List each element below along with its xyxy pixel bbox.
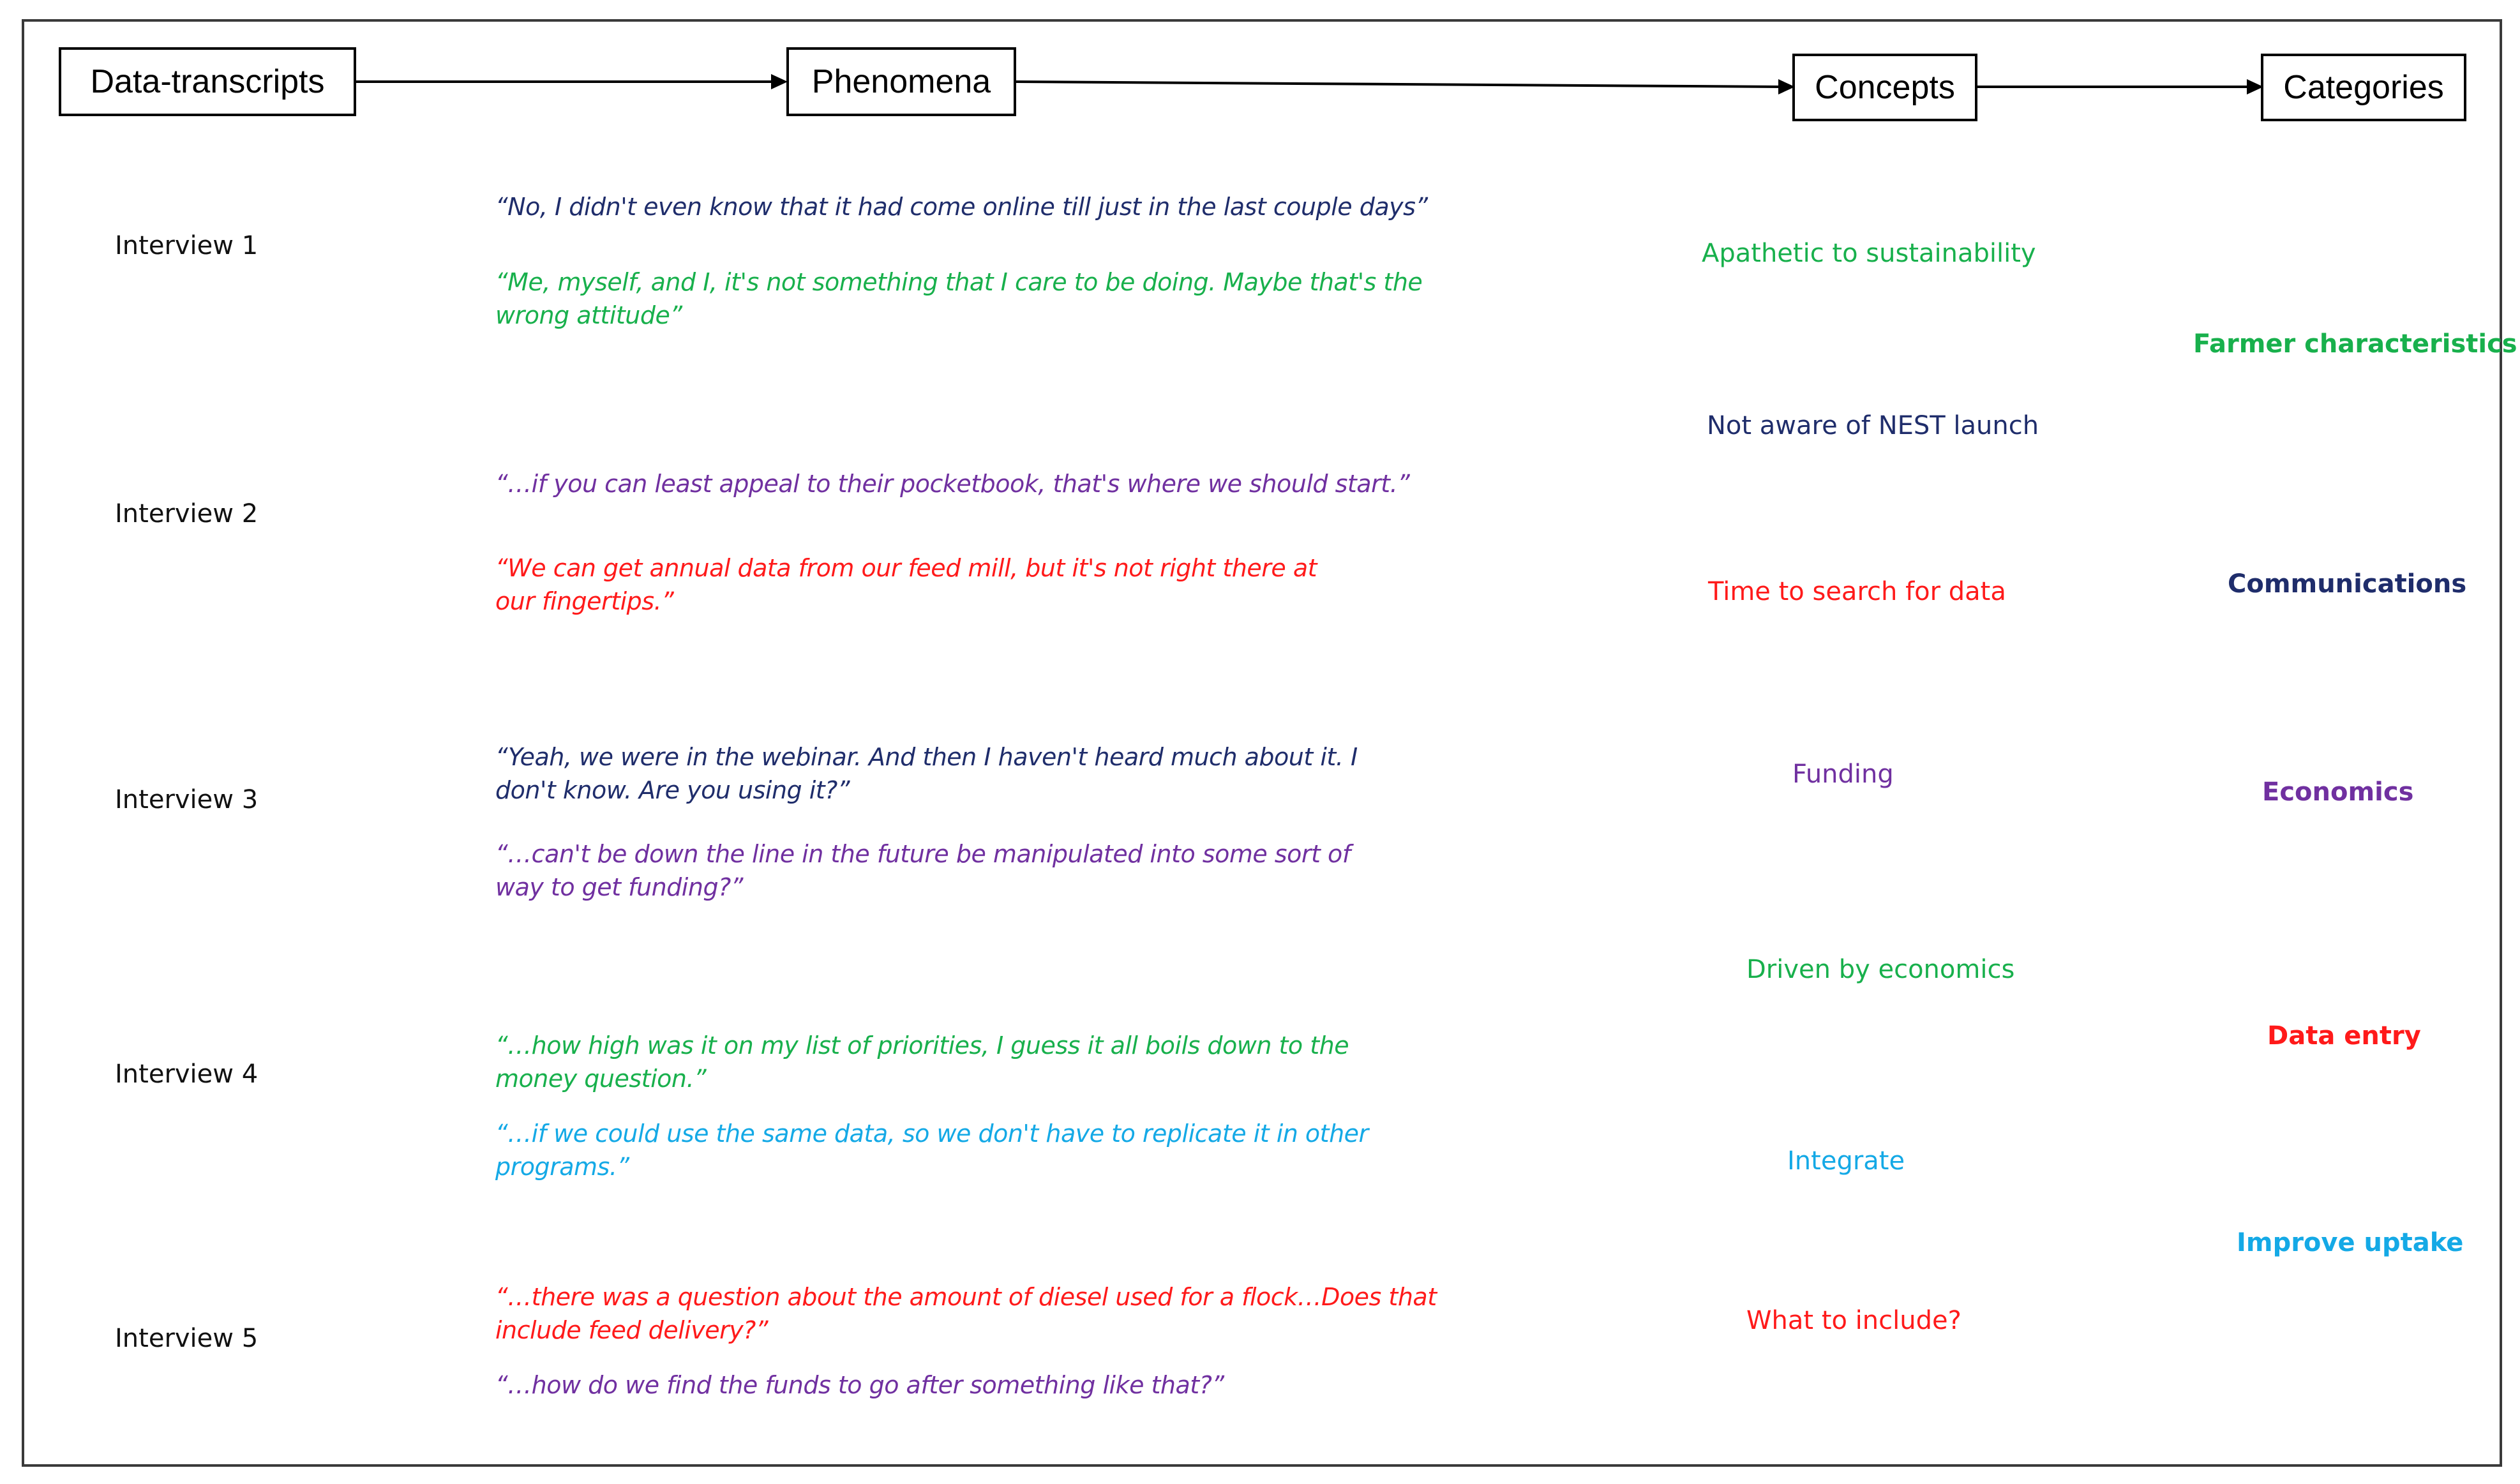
stage-concepts bbox=[1792, 54, 1977, 121]
quote: “Me, myself, and I, it's not something that I care to be doing. Maybe that's the wrong attitude” bbox=[495, 268, 1423, 329]
concept: Funding bbox=[1792, 760, 1894, 789]
interview-label: Interview 3 bbox=[115, 785, 259, 814]
quote: “…if you can least appeal to their pocketbook, that's where we should start.” bbox=[495, 470, 1410, 498]
concept: Integrate bbox=[1787, 1146, 1905, 1176]
concept: What to include? bbox=[1746, 1306, 1961, 1335]
concept: Apathetic to sustainability bbox=[1702, 239, 2036, 268]
stage-label: Data-transcripts bbox=[90, 63, 325, 100]
stage-data-transcripts bbox=[59, 47, 356, 116]
concept: Not aware of NEST launch bbox=[1707, 411, 2039, 440]
interview-label: Interview 5 bbox=[115, 1324, 259, 1353]
quote: “No, I didn't even know that it had come online till just in the last couple days” bbox=[495, 193, 1428, 221]
stage-label: Categories bbox=[2283, 69, 2444, 106]
interview-label: Interview 1 bbox=[115, 231, 259, 260]
category: Farmer characteristics bbox=[2193, 329, 2517, 359]
quote: “…how high was it on my list of priorities, I guess it all boils down to the money question.” bbox=[495, 1031, 1349, 1093]
stage-label: Phenomena bbox=[811, 63, 991, 100]
concept: Time to search for data bbox=[1708, 577, 2006, 606]
quote: “…if we could use the same data, so we don't have to replicate it in other programs.” bbox=[495, 1120, 1369, 1181]
quote: “…how do we find the funds to go after something like that?” bbox=[495, 1371, 1224, 1399]
stage-label: Concepts bbox=[1815, 69, 1955, 106]
category: Data entry bbox=[2267, 1021, 2421, 1051]
quote: “…can't be down the line in the future be manipulated into some sort of way to get funding?” bbox=[495, 840, 1351, 901]
interview-label: Interview 4 bbox=[115, 1060, 259, 1089]
category: Communications bbox=[2228, 569, 2467, 599]
quote: “…there was a question about the amount of diesel used for a flock…Does that include feed delivery?” bbox=[495, 1283, 1437, 1344]
interview-label: Interview 2 bbox=[115, 499, 259, 528]
concept: Driven by economics bbox=[1746, 955, 2015, 984]
quote: “We can get annual data from our feed mill, but it's not right there at our fingertips.” bbox=[495, 554, 1317, 615]
quote: “Yeah, we were in the webinar. And then I haven't heard much about it. I don't know. Are you using it?” bbox=[495, 743, 1358, 804]
category: Economics bbox=[2262, 777, 2414, 807]
category: Improve uptake bbox=[2237, 1228, 2464, 1257]
stage-categories bbox=[2261, 54, 2466, 121]
stage-phenomena bbox=[786, 47, 1016, 116]
